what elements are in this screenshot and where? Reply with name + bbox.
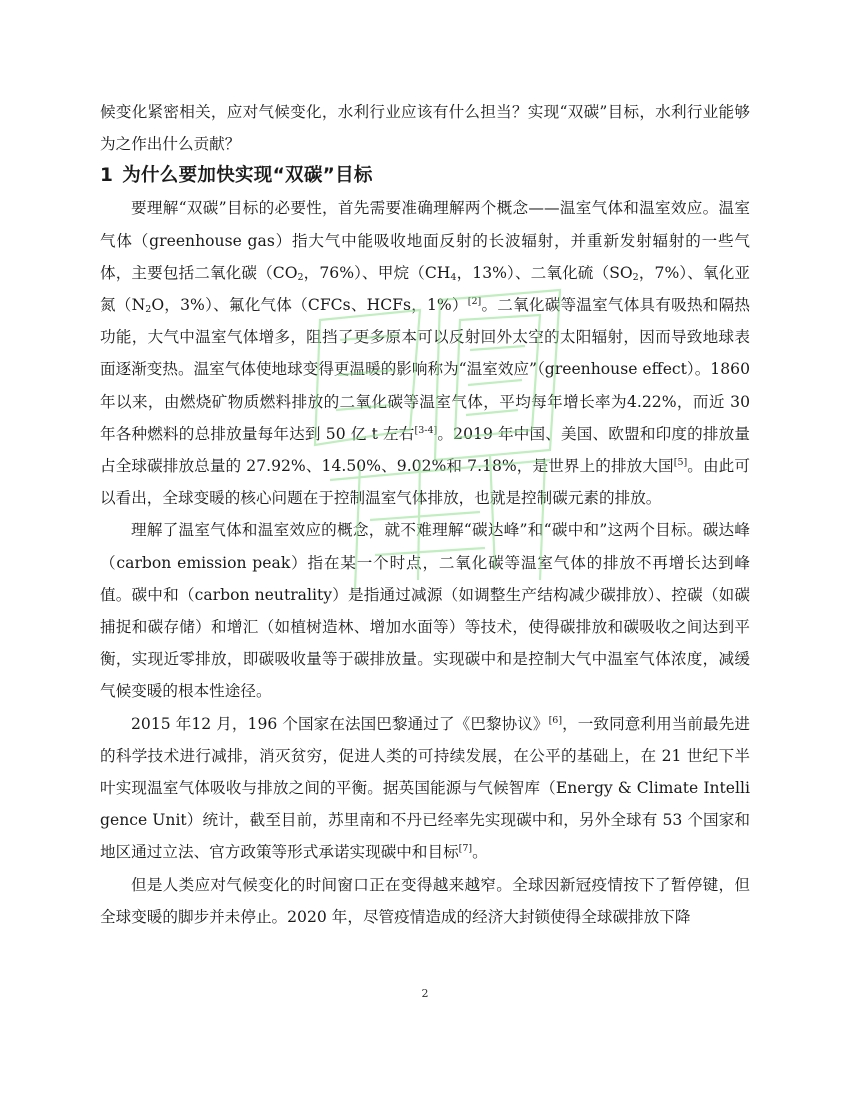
document-body [100, 96, 750, 933]
section-number: 1 [100, 165, 114, 187]
text-run: 2015 年12 月，196 个国家在法国巴黎通过了《巴黎协议》 [131, 714, 549, 733]
text-run: 。2019 年中国、美国、欧盟和印度的排放量占全球碳排放总量的 27.92%、14.50%、9.02%和 7.18%，是世界上的排放大国 [100, 424, 750, 476]
paragraph-paris-agreement [100, 708, 750, 869]
subscript: 2 [632, 271, 639, 283]
continuation-paragraph: 候变化紧密相关，应对气候变化，水利行业应该有什么担当？实现“双碳”目标，水利行业能够为之作出什么贡献？ [100, 103, 750, 154]
citation-ref: [2] [467, 296, 482, 308]
text-run: ，一致同意利用当前最先进的科学技术进行减排，消灭贫穷，促进人类的可持续发展，在公平的基础上，在 21 世纪下半叶实现温室气体吸收与排放之间的平衡。据英国能源与气候智库（Energy & Climate Intelligence Unit）统计，截至目前，苏里南和不丹已经率先实现碳中和，另外全球有 53 个国家和地区通过立法、官方政策等形式承诺实现碳中和目标 [100, 714, 750, 862]
text-run: 。 [472, 843, 488, 862]
citation-ref: [3-4] [414, 424, 438, 436]
text-run: 。二氧化碳等温室气体具有吸热和隔热功能，大气中温室气体增多，阻挡了更多原本可以反射回外太空的太阳辐射，因而导致地球表面逐渐变热。温室气体使地球变得更温暖的影响称为“温室效应”（greenhouse effect）。1860 年以来，由燃烧矿物质燃料排放的二氧化碳等温室气体，平均每年增长率为4.22%，而近 30 年各种燃料的总排放量每年达到 50 亿 t 左右 [100, 296, 750, 443]
text-run: 。由此可以看出，全球变暖的核心问题在于控制温室气体排放，也就是控制碳元素的排放。 [100, 457, 750, 508]
paragraph-greenhouse-gas [100, 192, 750, 514]
subscript: 2 [145, 304, 152, 316]
text-run: O，3%）、氟化气体（CFCs、HCFs，1%） [151, 296, 468, 315]
page-number: 2 [421, 987, 429, 1000]
text-run: 要理解“双碳”目标的必要性，首先需要准确理解两个概念——温室气体和温室效应。温室气体（greenhouse gas）指大气中能吸收地面反射的长波辐射，并重新发射辐射的一些气体，主要包括二氧化碳（CO [100, 199, 750, 282]
section-title: 为什么要加快实现“双碳”目标 [122, 165, 373, 187]
section-heading [100, 160, 750, 192]
paragraph-carbon-peak-neutrality: 理解了温室气体和温室效应的概念，就不难理解“碳达峰”和“碳中和”这两个目标。碳达峰（carbon emission peak）指在某一个时点，二氧化碳等温室气体的排放不再增长达到峰值。碳中和（carbon neutrality）是指通过减源（如调整生产结构减少碳排放）、控碳（如碳捕捉和碳存储）和增汇（如植树造林、增加水面等）等技术，使得碳排放和碳吸收之间达到平衡，实现近零排放，即碳吸收量等于碳排放量。实现碳中和是控制大气中温室气体浓度，减缓气候变暖的根本性途径。 [100, 521, 750, 701]
citation-ref: [5] [673, 457, 688, 469]
subscript: 4 [450, 271, 457, 283]
citation-ref: [6] [548, 714, 563, 726]
text-run: ，76%）、甲烷（CH [303, 263, 451, 282]
paragraph-time-window: 但是人类应对气候变化的时间窗口正在变得越来越窄。全球因新冠疫情按下了暂停键，但全球变暖的脚步并未停止。2020 年，尽管疫情造成的经济大封锁使得全球碳排放下降 [100, 875, 750, 926]
subscript: 2 [297, 271, 304, 283]
text-run: ，13%）、二氧化硫（SO [456, 263, 633, 282]
citation-ref: [7] [458, 843, 473, 855]
text-run: ，7%）、氧化亚氮（N [100, 263, 751, 315]
